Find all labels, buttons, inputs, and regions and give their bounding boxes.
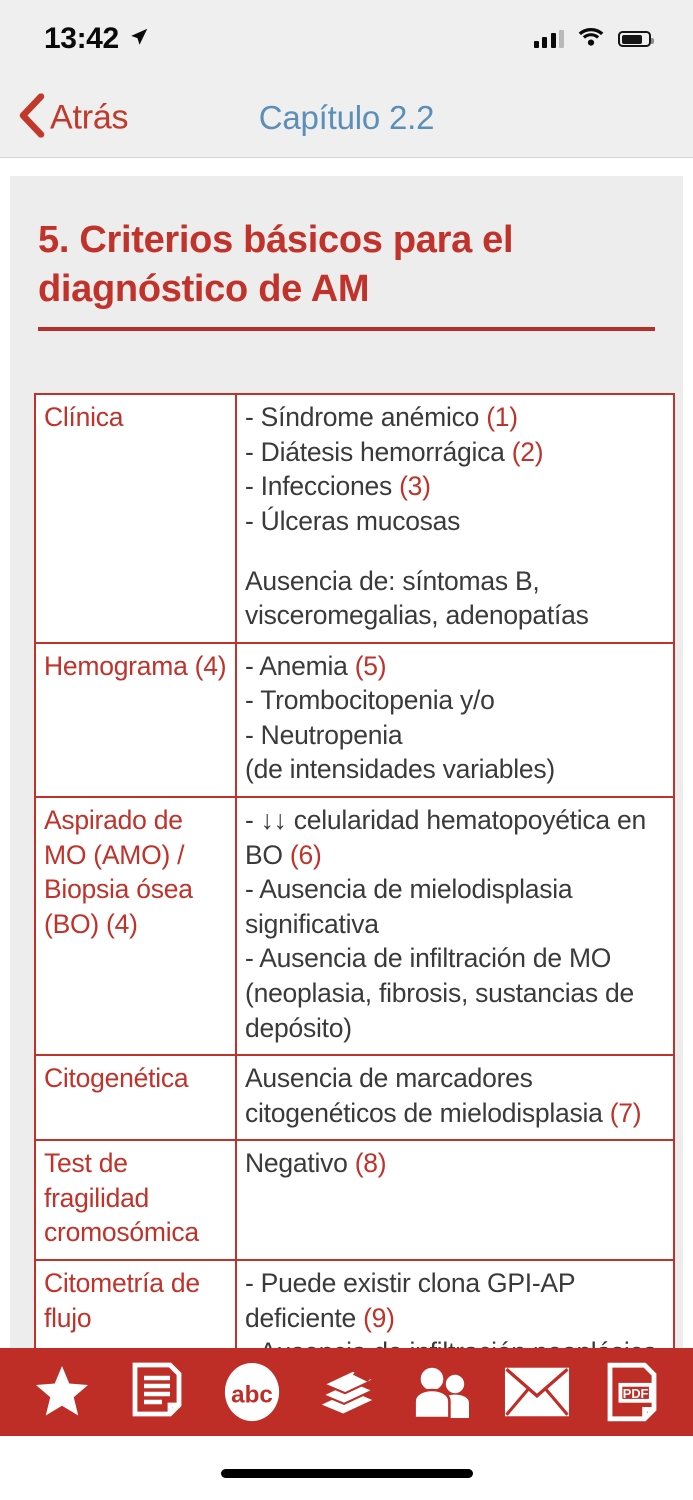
table-row <box>35 1260 674 1360</box>
table-row <box>35 1055 674 1140</box>
reference-marker: (8) <box>354 1148 387 1179</box>
star-icon <box>31 1362 93 1422</box>
value-line: - Anemia (5) <box>245 650 387 681</box>
row-key <box>35 1055 236 1140</box>
value-line: - Neutropenia <box>245 719 403 750</box>
value-line: - Síndrome anémico (1) <box>245 402 518 433</box>
reference-marker: (7) <box>609 1097 642 1128</box>
abc-icon <box>222 1361 282 1423</box>
row-key <box>35 1260 236 1360</box>
toolbar-button-notes[interactable] <box>120 1361 194 1423</box>
row-value <box>236 643 674 797</box>
row-key-label: Citogenética <box>44 1063 189 1094</box>
status-bar-right <box>534 27 652 51</box>
svg-text:PDF: PDF <box>622 1385 648 1401</box>
toolbar-button-glossary[interactable] <box>215 1361 289 1423</box>
home-bar-area <box>0 1436 693 1500</box>
toolbar-button-library[interactable] <box>310 1361 384 1423</box>
row-key-label: Citometría de flujo <box>44 1267 200 1333</box>
value-line: - Ausencia de mielodisplasia significativa <box>245 874 573 939</box>
navigation-bar <box>0 78 693 158</box>
cellular-signal-icon <box>534 30 565 48</box>
line-spacer <box>245 539 666 564</box>
row-value <box>236 797 674 1055</box>
toolbar-button-mail[interactable] <box>500 1361 574 1423</box>
document-icon <box>130 1362 184 1422</box>
chevron-left-icon <box>16 93 46 142</box>
value-line: Negativo (8) <box>245 1148 387 1179</box>
value-line: - Ausencia de infiltración de MO (neoplasia, fibrosis, sustancias de depósito) <box>245 943 634 1043</box>
back-button[interactable] <box>16 93 128 142</box>
value-line: - Infecciones (3) <box>245 471 431 502</box>
row-value <box>236 1140 674 1260</box>
battery-icon <box>618 31 651 47</box>
reference-marker: (3) <box>399 471 431 502</box>
value-line: - Puede existir clona GPI-AP deficiente (9) <box>245 1267 575 1333</box>
value-line: - Trombocitopenia y/o <box>245 685 495 716</box>
reference-marker: (2) <box>511 436 544 467</box>
bottom-toolbar <box>0 1348 693 1436</box>
table-row <box>35 643 674 797</box>
row-key <box>35 797 236 1055</box>
row-key-label: Aspirado de MO (AMO) / Biopsia ósea (BO) (4) <box>44 805 193 939</box>
reference-marker: (1) <box>486 402 518 433</box>
envelope-icon <box>504 1365 570 1419</box>
row-key-label: Test de fragilidad cromosómica <box>44 1148 199 1248</box>
document-heading: 5. Criterios básicos para el diagnóstico de AM <box>38 219 514 310</box>
books-icon <box>316 1362 378 1422</box>
status-time: 13:42 <box>44 22 119 55</box>
criteria-table <box>34 393 675 1360</box>
row-value <box>236 1260 674 1360</box>
status-bar <box>0 0 693 78</box>
table-row <box>35 1140 674 1260</box>
back-button-label: Atrás <box>50 98 129 136</box>
reference-marker: (5) <box>354 650 387 681</box>
value-line: (de intensidades variables) <box>245 754 555 785</box>
table-row <box>35 394 674 642</box>
svg-text:abc: abc <box>230 1381 273 1409</box>
page-title: Capítulo 2.2 <box>258 98 435 136</box>
row-key <box>35 394 236 642</box>
row-key <box>35 1140 236 1260</box>
pdf-icon <box>606 1362 658 1422</box>
table-row <box>35 797 674 1055</box>
value-line: - ↓↓ celularidad hematopoyética en BO (6) <box>245 805 647 870</box>
home-indicator[interactable] <box>221 1469 473 1478</box>
reference-marker: (9) <box>363 1302 395 1333</box>
reference-marker: (6) <box>289 839 322 870</box>
toolbar-button-contacts[interactable] <box>405 1361 479 1423</box>
row-key <box>35 643 236 797</box>
value-line: - Úlceras mucosas <box>245 505 461 536</box>
row-value <box>236 1055 674 1140</box>
people-icon <box>412 1362 472 1422</box>
value-line: - Diátesis hemorrágica (2) <box>245 436 544 467</box>
toolbar-button-pdf[interactable] <box>595 1361 669 1423</box>
wifi-icon <box>578 27 604 51</box>
value-line: Ausencia de: síntomas B, visceromegalias, adenopatías <box>245 565 589 631</box>
toolbar-button-favorites[interactable] <box>25 1361 99 1423</box>
location-arrow-icon <box>128 26 150 53</box>
row-key-label: Hemograma (4) <box>44 650 227 681</box>
criteria-table-wrapper <box>34 393 659 1360</box>
heading-divider <box>38 327 655 331</box>
document-content[interactable] <box>10 176 683 1360</box>
row-value <box>236 394 674 642</box>
status-bar-left <box>44 22 150 56</box>
value-line: Ausencia de marcadores citogenéticos de mielodisplasia (7) <box>245 1063 642 1128</box>
criteria-table-body <box>35 394 674 1360</box>
row-key-label: Clínica <box>44 402 124 433</box>
